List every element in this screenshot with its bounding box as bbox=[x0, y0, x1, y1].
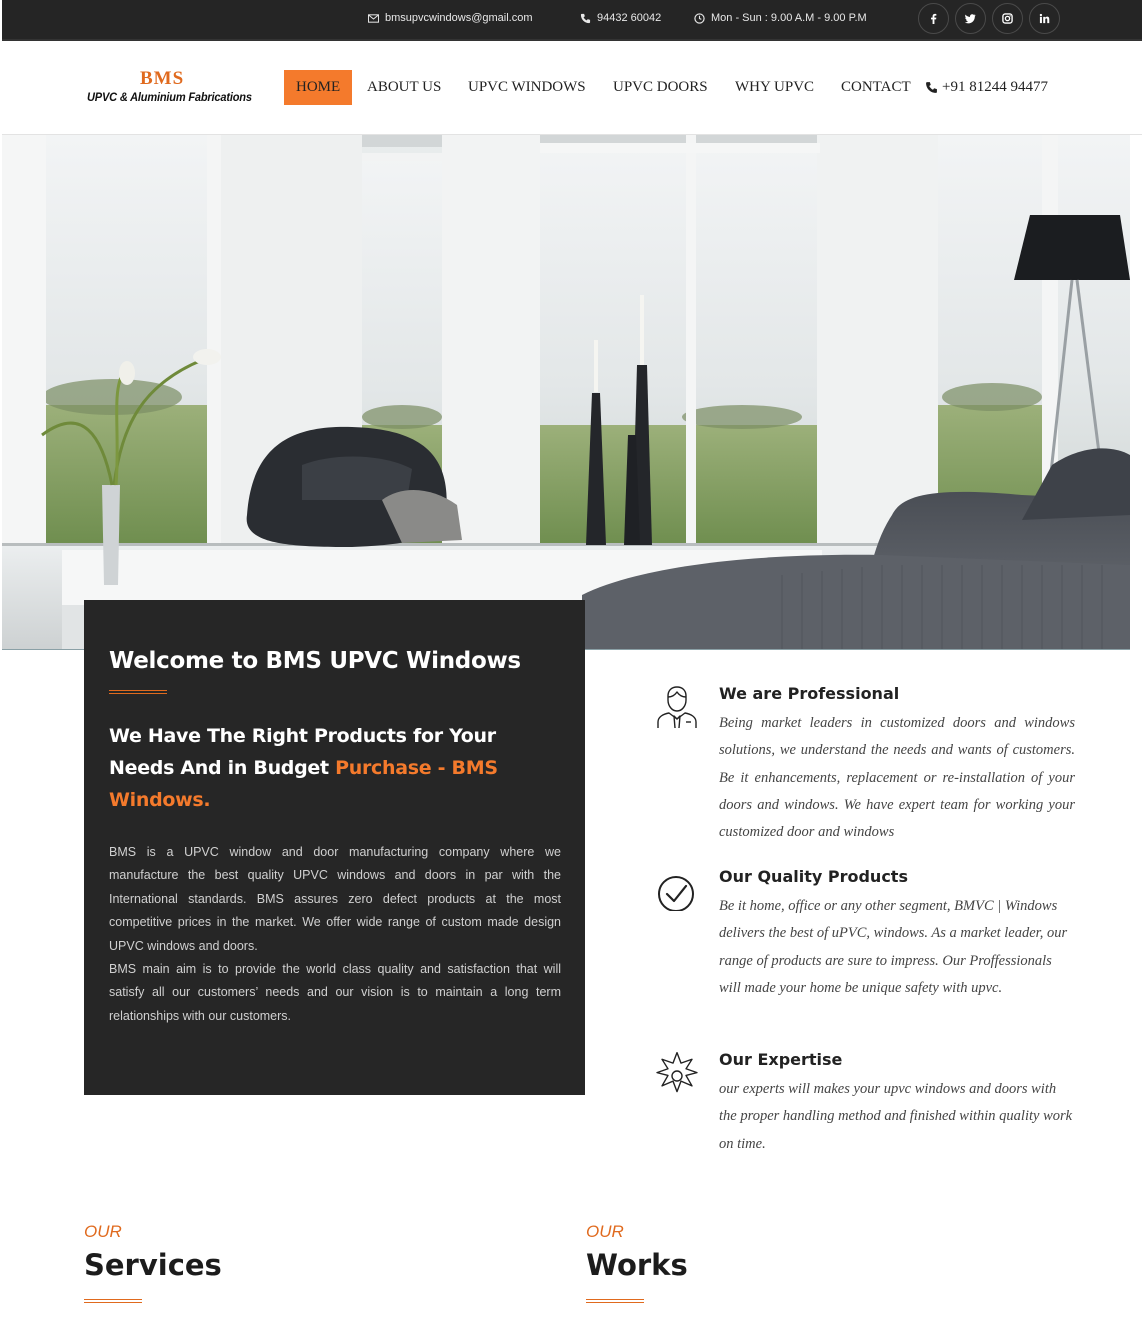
nav-why-upvc[interactable]: WHY UPVC bbox=[735, 79, 815, 95]
services-kicker: OUR bbox=[84, 1222, 122, 1241]
check-circle-icon bbox=[655, 867, 699, 911]
works-title: Works bbox=[586, 1248, 688, 1282]
hero-room-illustration bbox=[2, 135, 1130, 650]
feature-text: our experts will makes your upvc windows and doors with the proper handling method and finished within quality work on time. bbox=[719, 1081, 1073, 1152]
phone-info[interactable] bbox=[580, 12, 661, 24]
nav-upvc-windows[interactable]: UPVC WINDOWS bbox=[468, 79, 586, 95]
nav-phone[interactable] bbox=[925, 70, 1048, 105]
envelope-icon bbox=[368, 13, 379, 24]
welcome-paragraph: BMS is a UPVC window and door manufacturing company where we manufacture the best quality UPVC windows and doors in par with the International standards. BMS assures zero defect products at the most competitive prices in the market. We offer wide range of custom made design UPVC windows and doors. bbox=[109, 845, 561, 953]
nav-home[interactable]: HOME bbox=[284, 70, 352, 105]
site-header bbox=[2, 41, 1142, 135]
professional-person-icon bbox=[655, 684, 699, 728]
feature-text: Be it home, office or any other segment, BMVC | Windows delivers the best of uPVC, windows. As a market leader, our range of products are sure to impress. Our Proffessionals will made your home be unique safety with upvc. bbox=[719, 898, 1068, 996]
facebook-icon[interactable] bbox=[918, 3, 949, 34]
welcome-paragraph: BMS main aim is to provide the world class quality and satisfaction that will satisfy all our customers’ needs and our vision is to maintain a long term relationships with our customers. bbox=[109, 962, 561, 1023]
subtitle-accent: Purchase - BMS Windows. bbox=[109, 757, 498, 811]
expertise-star-icon bbox=[655, 1050, 699, 1094]
instagram-icon[interactable] bbox=[992, 3, 1023, 34]
logo-tagline[interactable]: UPVC & Aluminium Fabrications bbox=[87, 90, 252, 104]
feature-text: Being market leaders in customized doors and windows solutions, we understand the needs and wants of customers. Be it enhancements, replacement or re-installation of your doors and windows. We have expert team for working your customized door and windows bbox=[719, 715, 1075, 841]
phone-icon bbox=[925, 81, 938, 94]
works-underline bbox=[586, 1299, 644, 1303]
works-kicker: OUR bbox=[586, 1222, 624, 1241]
welcome-panel bbox=[84, 600, 585, 1095]
nav-upvc-doors[interactable]: UPVC DOORS bbox=[613, 79, 708, 95]
services-title: Services bbox=[84, 1248, 222, 1282]
services-underline bbox=[84, 1299, 142, 1303]
welcome-title: Welcome to BMS UPVC Windows bbox=[109, 648, 521, 674]
welcome-subtitle bbox=[109, 720, 549, 816]
linkedin-icon[interactable] bbox=[1029, 3, 1060, 34]
hero-banner-image bbox=[2, 135, 1130, 650]
feature-title: Our Quality Products bbox=[719, 867, 908, 886]
feature-title: We are Professional bbox=[719, 684, 900, 703]
hours-info bbox=[694, 12, 867, 24]
subtitle-plain: We Have The Right Products for Your Needs And in Budget bbox=[109, 725, 496, 779]
title-underline bbox=[109, 690, 167, 694]
logo-brand[interactable]: BMS bbox=[140, 68, 185, 89]
phone-text: 94432 60042 bbox=[597, 12, 662, 24]
phone-icon bbox=[580, 13, 591, 24]
nav-about[interactable]: ABOUT US bbox=[367, 79, 442, 95]
twitter-icon[interactable] bbox=[955, 3, 986, 34]
clock-icon bbox=[694, 13, 705, 24]
top-bar bbox=[2, 0, 1142, 39]
nav-contact[interactable]: CONTACT bbox=[841, 79, 911, 95]
email-info[interactable] bbox=[368, 12, 533, 24]
nav-phone-number: +91 81244 94477 bbox=[942, 79, 1048, 95]
email-text: bmsupvcwindows@gmail.com bbox=[385, 12, 533, 24]
feature-title: Our Expertise bbox=[719, 1050, 843, 1069]
welcome-body bbox=[109, 841, 561, 1028]
hours-text: Mon - Sun : 9.00 A.M - 9.00 P.M bbox=[711, 12, 867, 24]
